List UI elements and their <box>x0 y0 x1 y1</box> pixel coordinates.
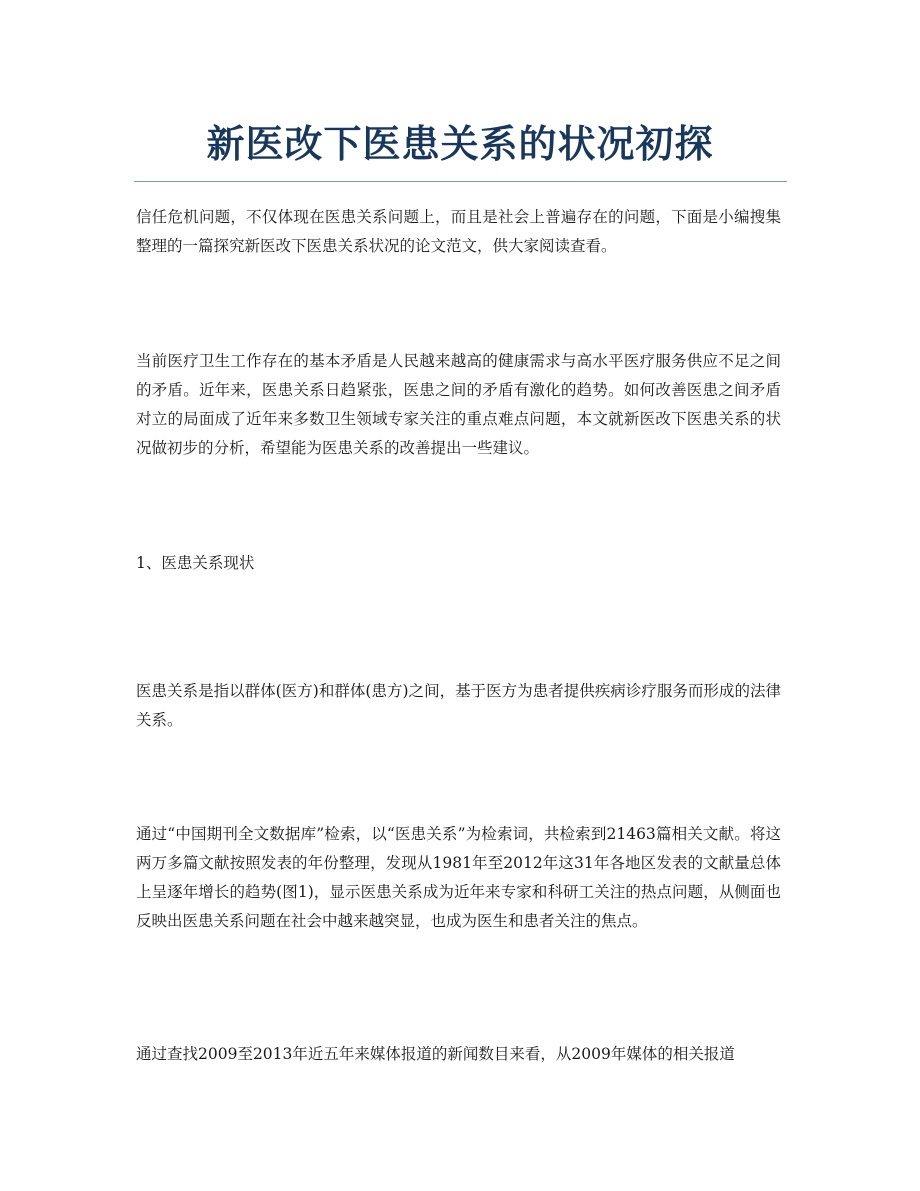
section-heading-1: 1、医患关系现状 <box>136 554 255 572</box>
literature-paragraph: 通过“中国期刊全文数据库”检索，以“医患关系”为检索词，共检索到21463篇相关文献。将这两万多篇文献按照发表的年份整理，发现从1981年至2012年这31年各地区发表的文献量总体上呈逐年增长的趋势(图1)，显示医患关系成为近年来专家和科研工关注的热点问题，从侧面也反映出医患关系问题在社会中越来越突显，也成为医生和患者关注的焦点。 <box>136 825 781 930</box>
title-divider <box>134 181 787 182</box>
definition-paragraph: 医患关系是指以群体(医方)和群体(患方)之间，基于医方为患者提供疾病诊疗服务而形成的法律关系。 <box>136 682 781 729</box>
background-paragraph: 当前医疗卫生工作存在的基本矛盾是人民越来越高的健康需求与高水平医疗服务供应不足之间的矛盾。近年来，医患关系日趋紧张，医患之间的矛盾有激化的趋势。如何改善医患之间矛盾对立的局面成了近年来多数卫生领域专家关注的重点难点问题，本文就新医改下医患关系的状况做初步的分析，希望能为医患关系的改善提出一些建议。 <box>136 352 781 457</box>
media-paragraph: 通过查找2009至2013年近五年来媒体报道的新闻数目来看，从2009年媒体的相关报道 <box>136 1045 735 1063</box>
intro-paragraph: 信任危机问题，不仅体现在医患关系问题上，而且是社会上普遍存在的问题，下面是小编搜集整理的一篇探究新医改下医患关系状况的论文范文，供大家阅读查看。 <box>136 208 781 255</box>
document-title: 新医改下医患关系的状况初探 <box>206 122 714 166</box>
